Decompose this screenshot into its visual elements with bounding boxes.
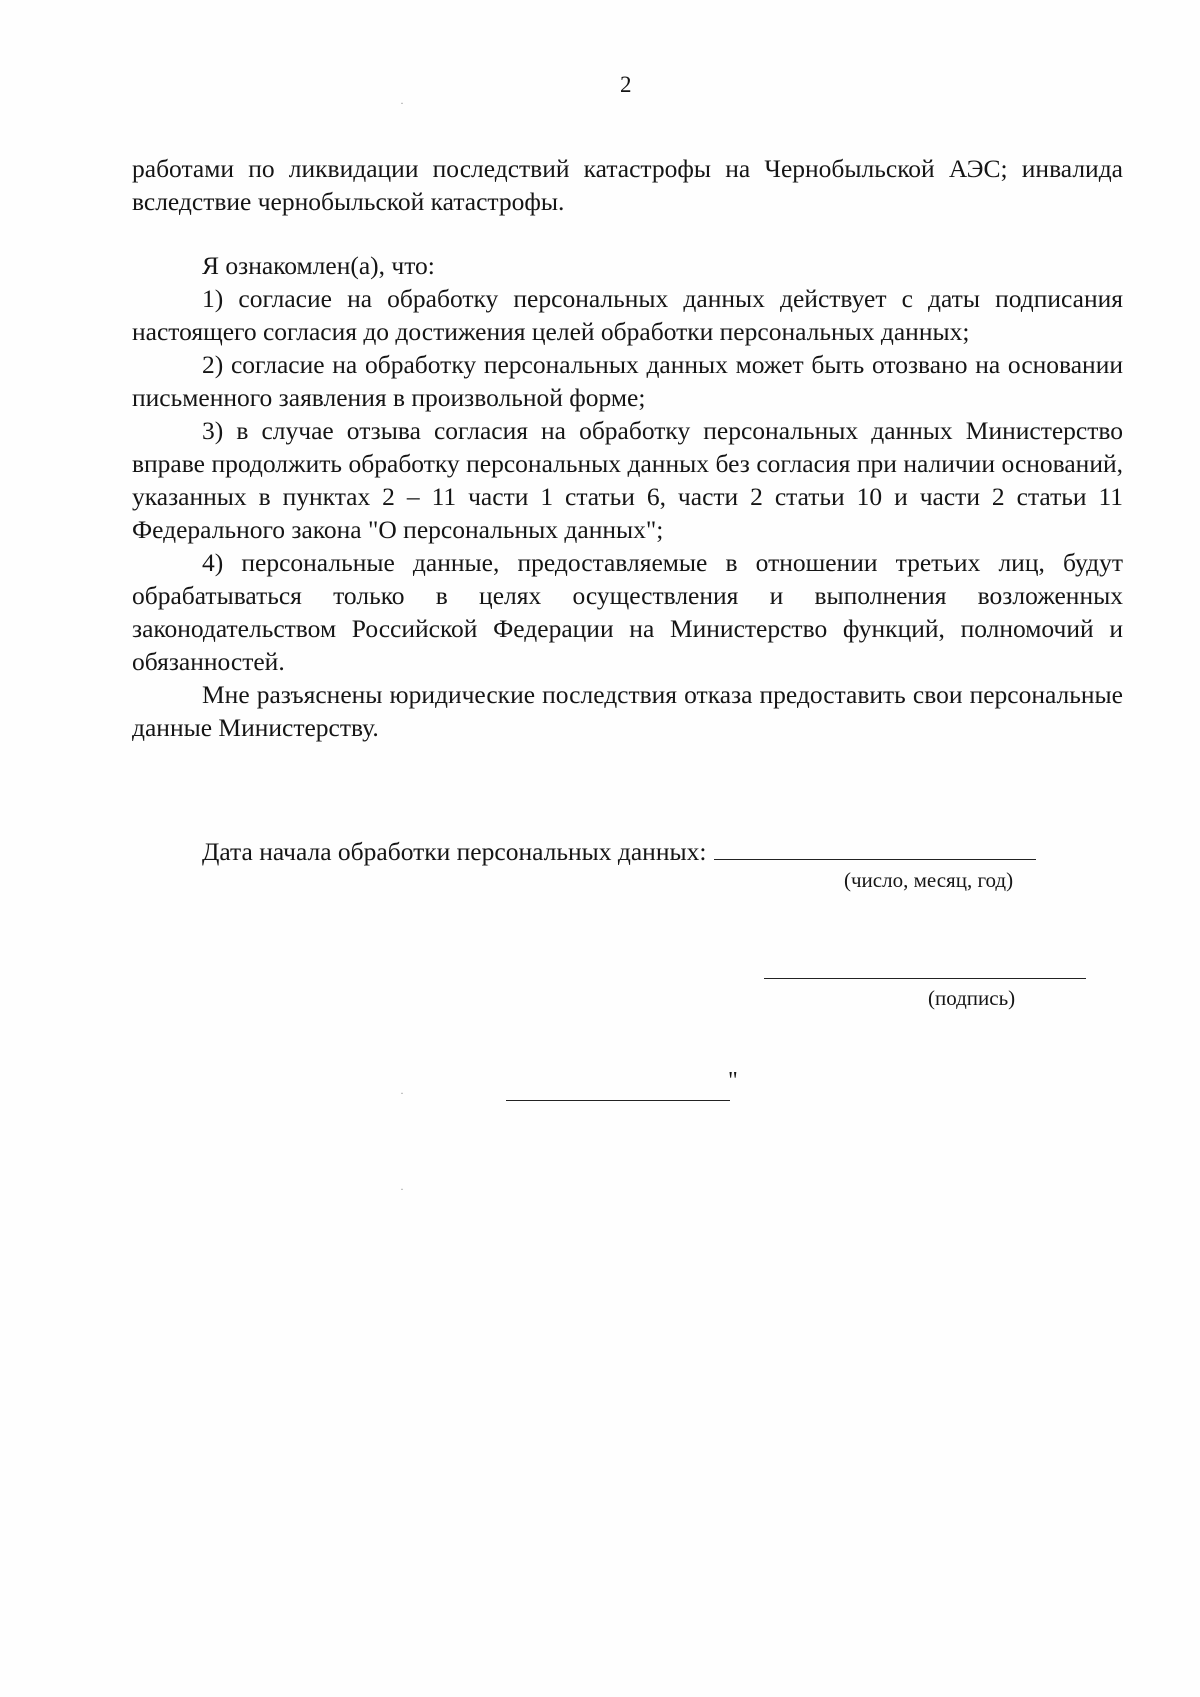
signature-hint: (подпись) [928,986,1016,1010]
acknowledgement-section [132,249,1123,744]
intro-paragraph-block [132,152,1123,218]
date-blank-line[interactable] [714,839,1036,860]
intro-paragraph: работами по ликвидации последствий катастрофы на Чернобыльской АЭС; инвалида вследствие чернобыльской катастрофы. [132,154,1123,216]
acknowledgement-closing: Мне разъяснены юридические последствия отказа предоставить свои персональные данные Министерству. [132,680,1123,742]
acknowledgement-item-1: 1) согласие на обработку персональных данных действует с даты подписания настоящего согласия до достижения целей обработки персональных данных; [132,284,1123,346]
acknowledgement-item-4: 4) персональные данные, предоставляемые в отношении третьих лиц, будут обрабатываться только в целях осуществления и выполнения возложенных законодательством Российской Федерации на Министерство функций, полномочий и обязанностей. [132,548,1123,676]
acknowledgement-item-2: 2) согласие на обработку персональных данных может быть отозвано на основании письменного заявления в произвольной форме; [132,350,1123,412]
date-field-label: Дата начала обработки персональных данных: [202,837,707,866]
date-field-hint: (число, месяц, год) [844,868,1014,892]
acknowledgement-intro: Я ознакомлен(а), что: [202,251,435,280]
date-field [202,837,1036,867]
acknowledgement-item-3: 3) в случае отзыва согласия на обработку персональных данных Министерство вправе продолжить обработку персональных данных без согласия при наличии оснований, указанных в пунктах 2 – 11 части 1 статьи 6, части 2 статьи 10 и части 2 статьи 11 Федерального закона "О персональных данных"; [132,416,1123,544]
scan-speck: · [400,96,404,110]
scan-speck: · [400,1086,404,1100]
bottom-quote-mark: " [728,1068,738,1094]
scan-speck: · [400,1182,404,1196]
page-number: 2 [620,72,632,97]
signature-blank-line[interactable] [764,978,1086,979]
bottom-blank-line [506,1100,730,1101]
